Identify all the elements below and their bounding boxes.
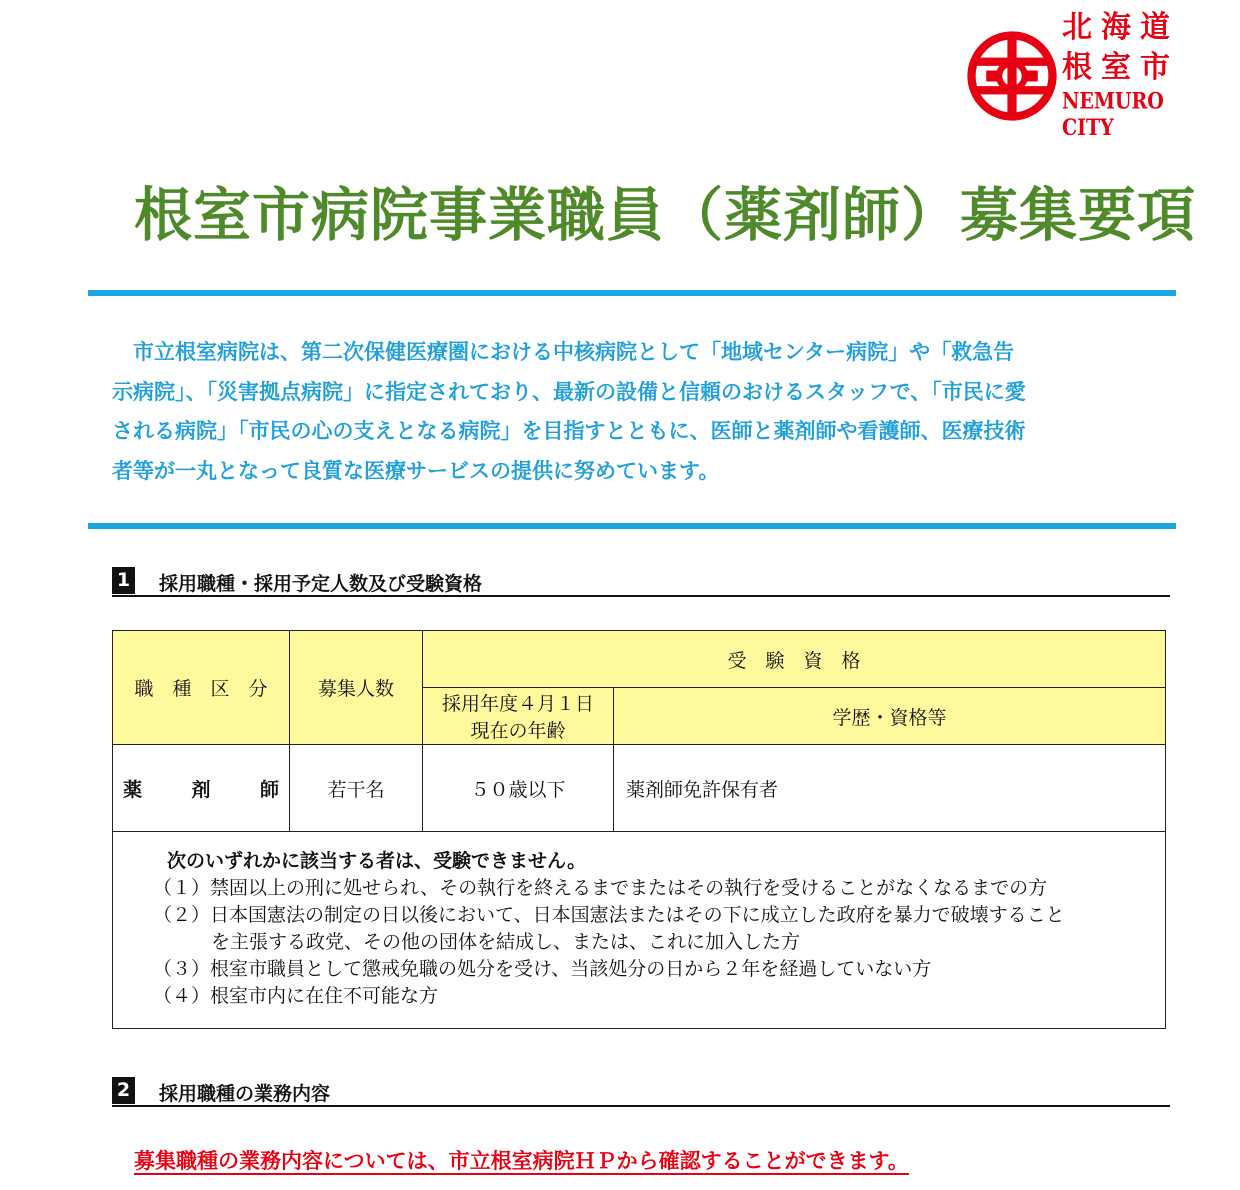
city-emblem-icon <box>966 30 1058 122</box>
intro-line: 市立根室病院は、第二次保健医療圏における中核病院として「地域センター病院」や「救急告 <box>112 340 1015 364</box>
intro-line: 示病院」、「災害拠点病院」に指定されており、最新の設備と信頼のおけるスタッフで、「市民に愛 <box>112 379 1026 404</box>
recruitment-table <box>112 630 1166 1029</box>
divider-top <box>88 290 1176 296</box>
note-item-continuation: を主張する政党、その他の団体を結成し、または、これに加入した方 <box>211 931 801 953</box>
logo-city: 根室市 <box>1062 50 1179 85</box>
city-logo <box>962 8 1182 141</box>
logo-english: NEMURO CITY <box>1062 88 1164 141</box>
header-qualification: 受 験 資 格 <box>423 631 1166 688</box>
section-title: 採用職種・採用予定人数及び受験資格 <box>159 573 483 595</box>
job-char: 剤 <box>191 778 211 801</box>
section-number: 2 <box>112 1077 135 1104</box>
cell-education: 薬剤師免許保有者 <box>614 745 1166 832</box>
note-item: （４）根室市内に在住不可能な方 <box>153 985 439 1007</box>
disqualification-notes <box>113 832 1166 1029</box>
intro-line: される病院」「市民の心の支えとなる病院」を目指すとともに、医師と薬剤師や看護師、医療技術 <box>112 419 1026 443</box>
header-age <box>423 688 614 745</box>
section-heading-2 <box>112 1077 1170 1107</box>
header-recruit-count: 募集人数 <box>290 631 423 745</box>
note-item: （３）根室市職員として懲戒免職の処分を受け、当該処分の日から２年を経過していない方 <box>153 958 932 980</box>
cell-job <box>113 745 290 832</box>
section-number: 1 <box>112 567 135 594</box>
section-title: 採用職種の業務内容 <box>159 1083 331 1105</box>
page-title: 根室市病院事業職員（薬剤師）募集要項 <box>134 181 1197 249</box>
cell-age: ５０歳以下 <box>423 745 614 832</box>
notes-heading: 次のいずれかに該当する者は、受験できません。 <box>167 850 587 872</box>
logo-prefecture: 北海道 <box>1062 10 1179 45</box>
header-age-line2: 現在の年齢 <box>470 720 566 742</box>
divider-bottom <box>88 523 1176 529</box>
intro-paragraph <box>112 333 1152 491</box>
intro-line: 者等が一丸となって良質な医療サービスの提供に努めています。 <box>112 458 720 483</box>
job-duties-notice-link[interactable]: 募集職種の業務内容については、市立根室病院ＨＰから確認することができます。 <box>134 1149 909 1173</box>
job-char: 薬 <box>123 778 143 801</box>
header-education: 学歴・資格等 <box>614 688 1166 745</box>
table-row <box>113 745 1166 832</box>
header-age-line1: 採用年度４月１日 <box>441 693 594 715</box>
job-char: 師 <box>259 778 279 801</box>
note-item: （２）日本国憲法の制定の日以後において、日本国憲法またはその下に成立した政府を暴力で破壊すること <box>153 904 1065 926</box>
note-item: （１）禁固以上の刑に処せられ、その執行を終えるまでまたはその執行を受けることがなくなるまでの方 <box>153 877 1048 899</box>
header-job-category: 職 種 区 分 <box>113 631 290 745</box>
section-heading-1 <box>112 567 1170 597</box>
cell-count: 若干名 <box>290 745 423 832</box>
